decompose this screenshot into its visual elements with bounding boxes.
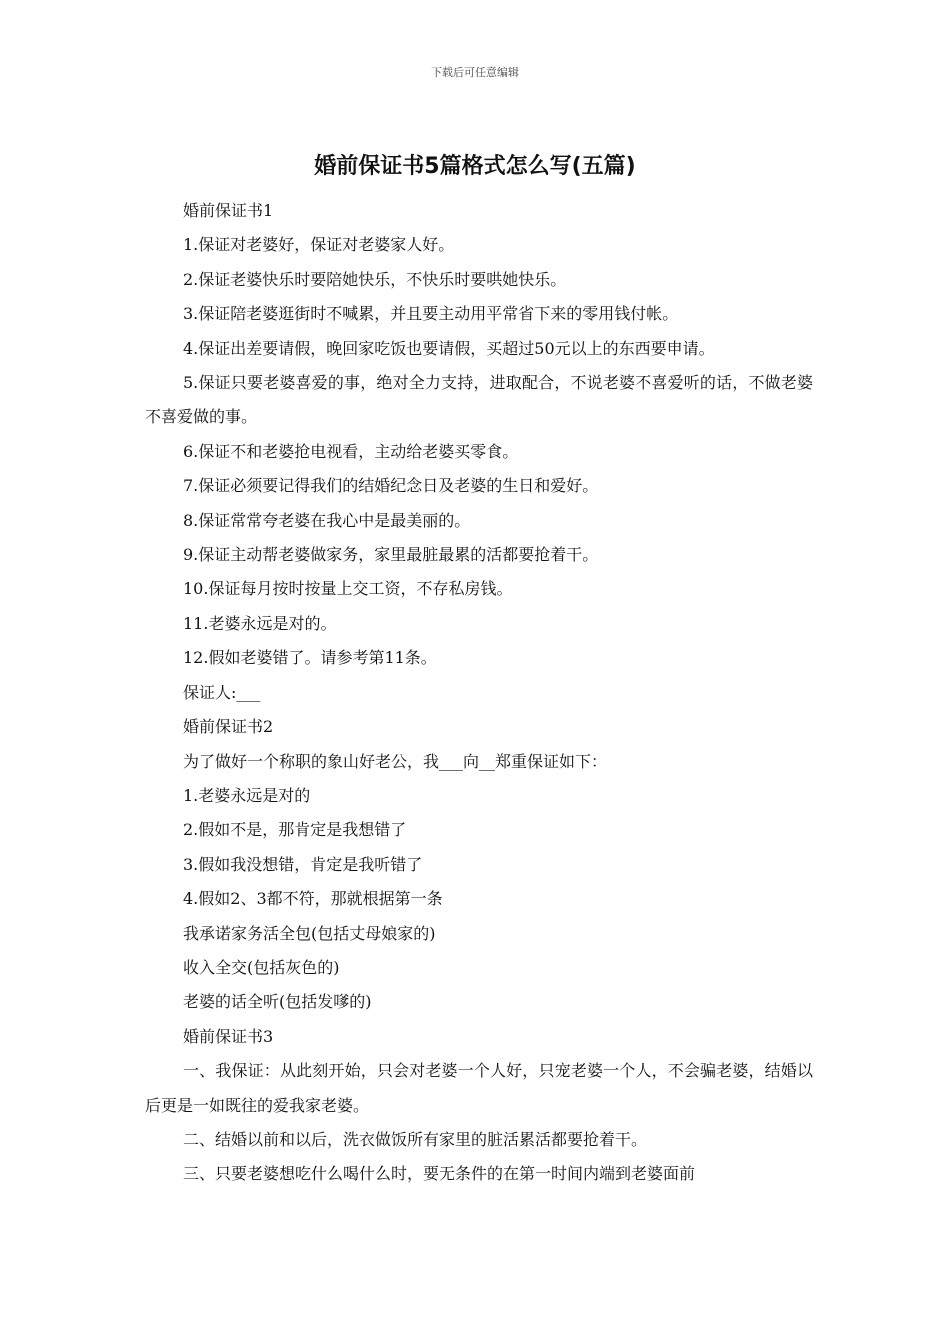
- paragraph: 4.假如2、3都不符，那就根据第一条: [183, 889, 443, 909]
- paragraph: 2.假如不是，那肯定是我想错了: [183, 820, 407, 840]
- paragraph: 收入全交(包括灰色的): [183, 957, 340, 977]
- document-title: 婚前保证书5篇格式怎么写(五篇): [314, 154, 636, 179]
- paragraph: 2.保证老婆快乐时要陪她快乐，不快乐时要哄她快乐。: [183, 269, 567, 289]
- paragraph: 1.老婆永远是对的: [183, 785, 311, 805]
- paragraph: 3.保证陪老婆逛街时不喊累，并且要主动用平常省下来的零用钱付帐。: [183, 304, 679, 324]
- paragraph: 3.假如我没想错，肯定是我听错了: [183, 854, 423, 874]
- paragraph: 我承诺家务活全包(包括丈母娘家的): [183, 923, 436, 943]
- section-heading: 婚前保证书2: [183, 717, 274, 737]
- paragraph: 7.保证必须要记得我们的结婚纪念日及老婆的生日和爱好。: [183, 476, 599, 496]
- paragraph: 二、结婚以前和以后，洗衣做饭所有家里的脏活累活都要抢着干。: [183, 1129, 648, 1149]
- paragraph: 12.假如老婆错了。请参考第11条。: [183, 648, 437, 668]
- section-heading: 婚前保证书3: [183, 1026, 274, 1046]
- paragraph: 8.保证常常夸老婆在我心中是最美丽的。: [183, 510, 471, 530]
- paragraph: 三、只要老婆想吃什么喝什么时，要无条件的在第一时间内端到老婆面前: [183, 1164, 696, 1184]
- paragraph: 10.保证每月按时按量上交工资，不存私房钱。: [183, 579, 513, 599]
- document-body: [145, 194, 813, 1192]
- paragraph: 6.保证不和老婆抢电视看，主动给老婆买零食。: [183, 441, 519, 461]
- paragraph: 为了做好一个称职的象山好老公，我___向__郑重保证如下：: [183, 751, 608, 771]
- paragraph: 5.保证只要老婆喜爱的事，绝对全力支持，进取配合，不说老婆不喜爱听的话，不做老婆不喜爱做的事。: [145, 373, 813, 427]
- section-heading: 婚前保证书1: [183, 201, 274, 220]
- paragraph: 一、我保证：从此刻开始，只会对老婆一个人好，只宠老婆一个人，不会骗老婆，结婚以后更是一如既往的爱我家老婆。: [145, 1061, 813, 1115]
- paragraph: 老婆的话全听(包括发嗲的): [183, 992, 372, 1012]
- page-header: 下载后可任意编辑: [431, 66, 519, 79]
- paragraph: 1.保证对老婆好，保证对老婆家人好。: [183, 235, 455, 255]
- paragraph: 4.保证出差要请假，晚回家吃饭也要请假，买超过50元以上的东西要申请。: [183, 338, 715, 358]
- paragraph: 9.保证主动帮老婆做家务，家里最脏最累的活都要抢着干。: [183, 545, 599, 565]
- signature-line: 保证人:___: [183, 682, 261, 702]
- paragraph: 11.老婆永远是对的。: [183, 613, 337, 633]
